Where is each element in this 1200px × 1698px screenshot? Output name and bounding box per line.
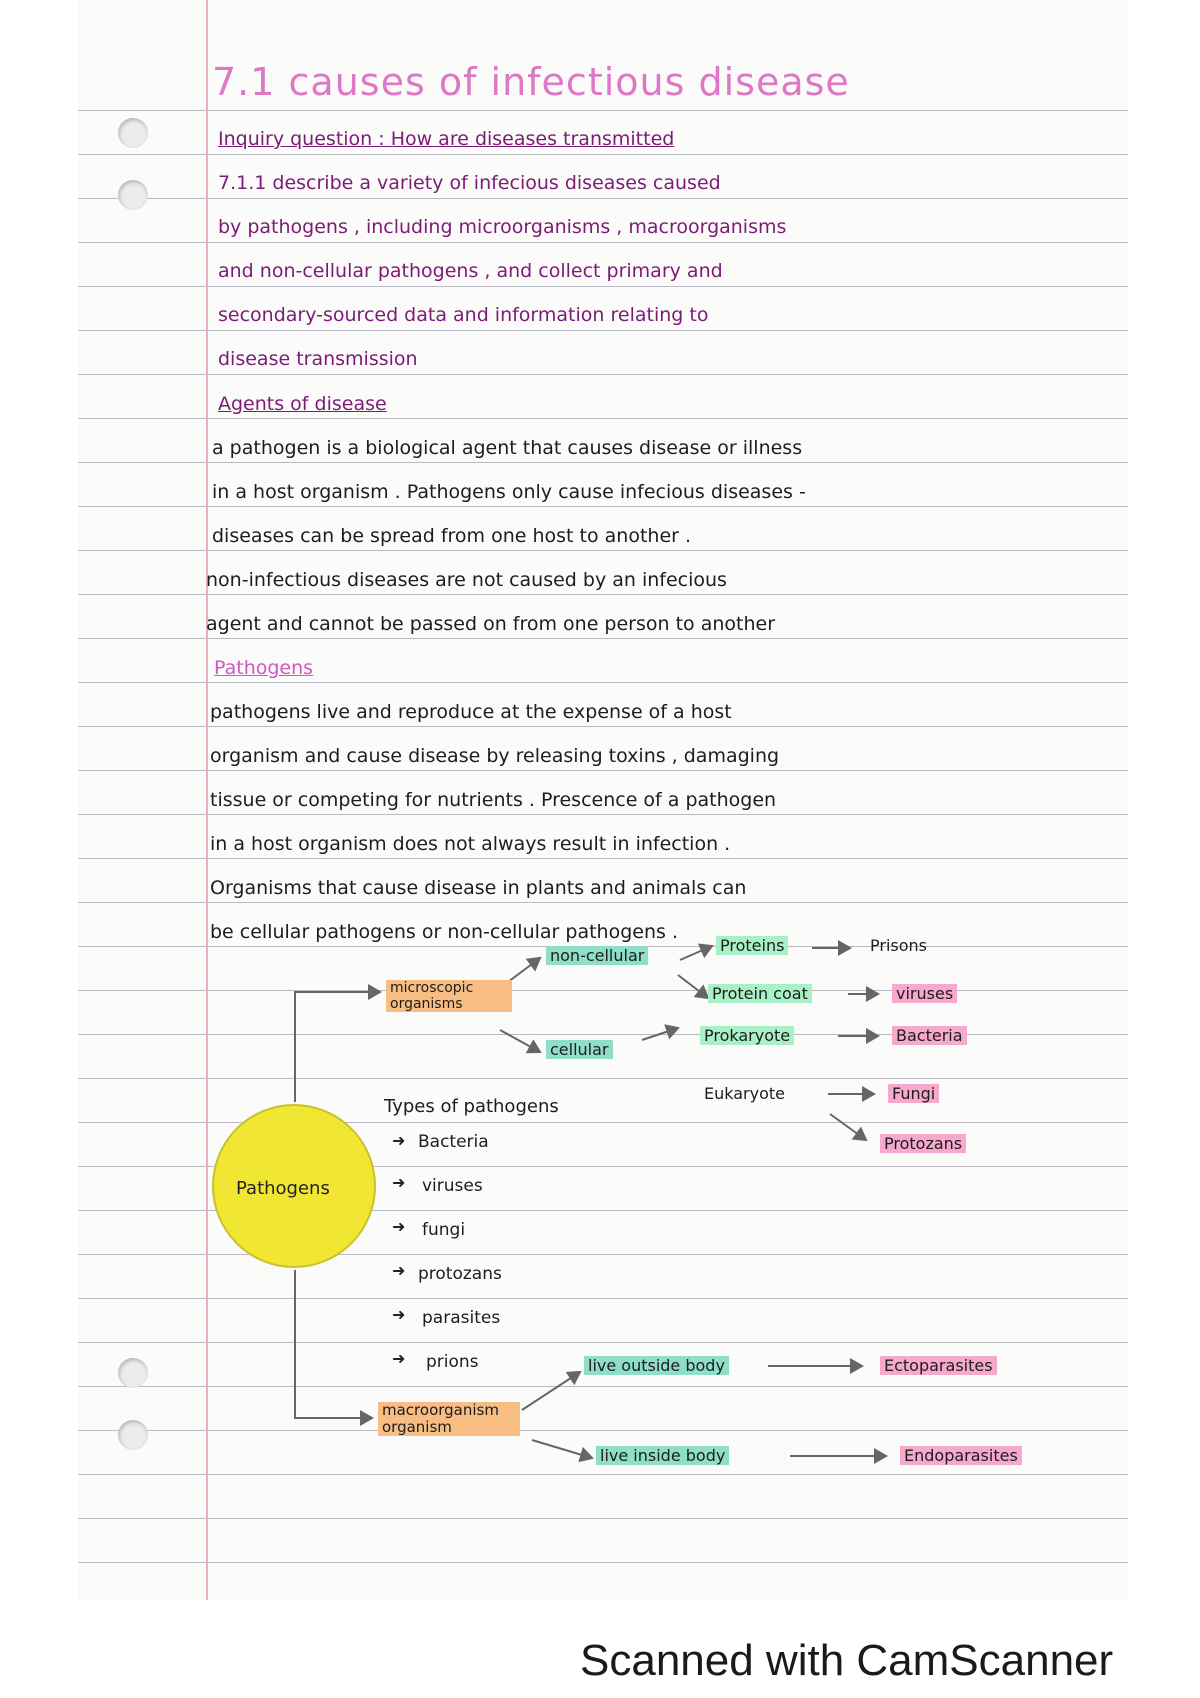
objective-line: and non-cellular pathogens , and collect primary and xyxy=(218,260,723,282)
section-heading-pathogens: Pathogens xyxy=(214,657,314,679)
body-line: a pathogen is a biological agent that causes disease or illness xyxy=(212,437,803,459)
cellular-label: cellular xyxy=(546,1040,613,1059)
inquiry-question: Inquiry question : How are diseases transmitted xyxy=(218,128,675,150)
body-line: pathogens live and reproduce at the expense of a host xyxy=(210,701,732,723)
proteins-label: Proteins xyxy=(716,936,788,955)
prisons-label: Prisons xyxy=(870,936,927,955)
svg-text:➜: ➜ xyxy=(392,1131,406,1150)
camscanner-watermark: Scanned with CamScanner xyxy=(580,1636,1114,1685)
body-line: be cellular pathogens or non-cellular pathogens . xyxy=(210,921,678,943)
protein-coat-label: Protein coat xyxy=(708,984,812,1003)
non-cellular-label: non-cellular xyxy=(546,946,648,965)
svg-text:➜: ➜ xyxy=(392,1349,406,1368)
objective-line: 7.1.1 describe a variety of infecious diseases caused xyxy=(218,172,721,194)
svg-text:➜: ➜ xyxy=(392,1305,406,1324)
macroorganism-label: macroorganism organism xyxy=(378,1402,520,1436)
objective-line: disease transmission xyxy=(218,348,418,370)
body-line: organism and cause disease by releasing toxins , damaging xyxy=(210,745,780,767)
body-line: in a host organism . Pathogens only cause infecious diseases - xyxy=(212,481,806,503)
body-line: non-infectious diseases are not caused by an infecious xyxy=(206,569,727,591)
type-item: prions xyxy=(426,1352,479,1372)
type-item: protozans xyxy=(418,1264,502,1284)
pathogens-circle-label: Pathogens xyxy=(236,1178,330,1199)
section-heading-agents: Agents of disease xyxy=(218,393,387,415)
live-inside-body-label: live inside body xyxy=(596,1446,729,1465)
type-item: Bacteria xyxy=(418,1132,489,1152)
bacteria-label: Bacteria xyxy=(892,1026,967,1045)
viruses-label: viruses xyxy=(892,984,957,1003)
svg-text:➜: ➜ xyxy=(392,1173,406,1192)
page-title: 7.1 causes of infectious disease xyxy=(212,60,850,104)
endoparasites-label: Endoparasites xyxy=(900,1446,1022,1465)
prokaryote-label: Prokaryote xyxy=(700,1026,794,1045)
objective-line: secondary-sourced data and information relating to xyxy=(218,304,709,326)
protozans-label: Protozans xyxy=(880,1134,966,1153)
type-item: parasites xyxy=(422,1308,501,1328)
body-line: Organisms that cause disease in plants and animals can xyxy=(210,877,747,899)
body-line: diseases can be spread from one host to another . xyxy=(212,525,692,547)
eukaryote-label: Eukaryote xyxy=(704,1084,785,1103)
type-item: viruses xyxy=(422,1176,483,1196)
types-of-pathogens-heading: Types of pathogens xyxy=(384,1096,559,1117)
microscopic-organisms-label: microscopic organisms xyxy=(386,980,512,1012)
body-line: agent and cannot be passed on from one person to another xyxy=(206,613,776,635)
svg-text:➜: ➜ xyxy=(392,1217,406,1236)
body-line: tissue or competing for nutrients . Prescence of a pathogen xyxy=(210,789,777,811)
svg-text:➜: ➜ xyxy=(392,1261,406,1280)
objective-line: by pathogens , including microorganisms , macroorganisms xyxy=(218,216,787,238)
ectoparasites-label: Ectoparasites xyxy=(880,1356,997,1375)
fungi-label: Fungi xyxy=(888,1084,939,1103)
type-item: fungi xyxy=(422,1220,466,1240)
body-line: in a host organism does not always result in infection . xyxy=(210,833,731,855)
live-outside-body-label: live outside body xyxy=(584,1356,729,1375)
